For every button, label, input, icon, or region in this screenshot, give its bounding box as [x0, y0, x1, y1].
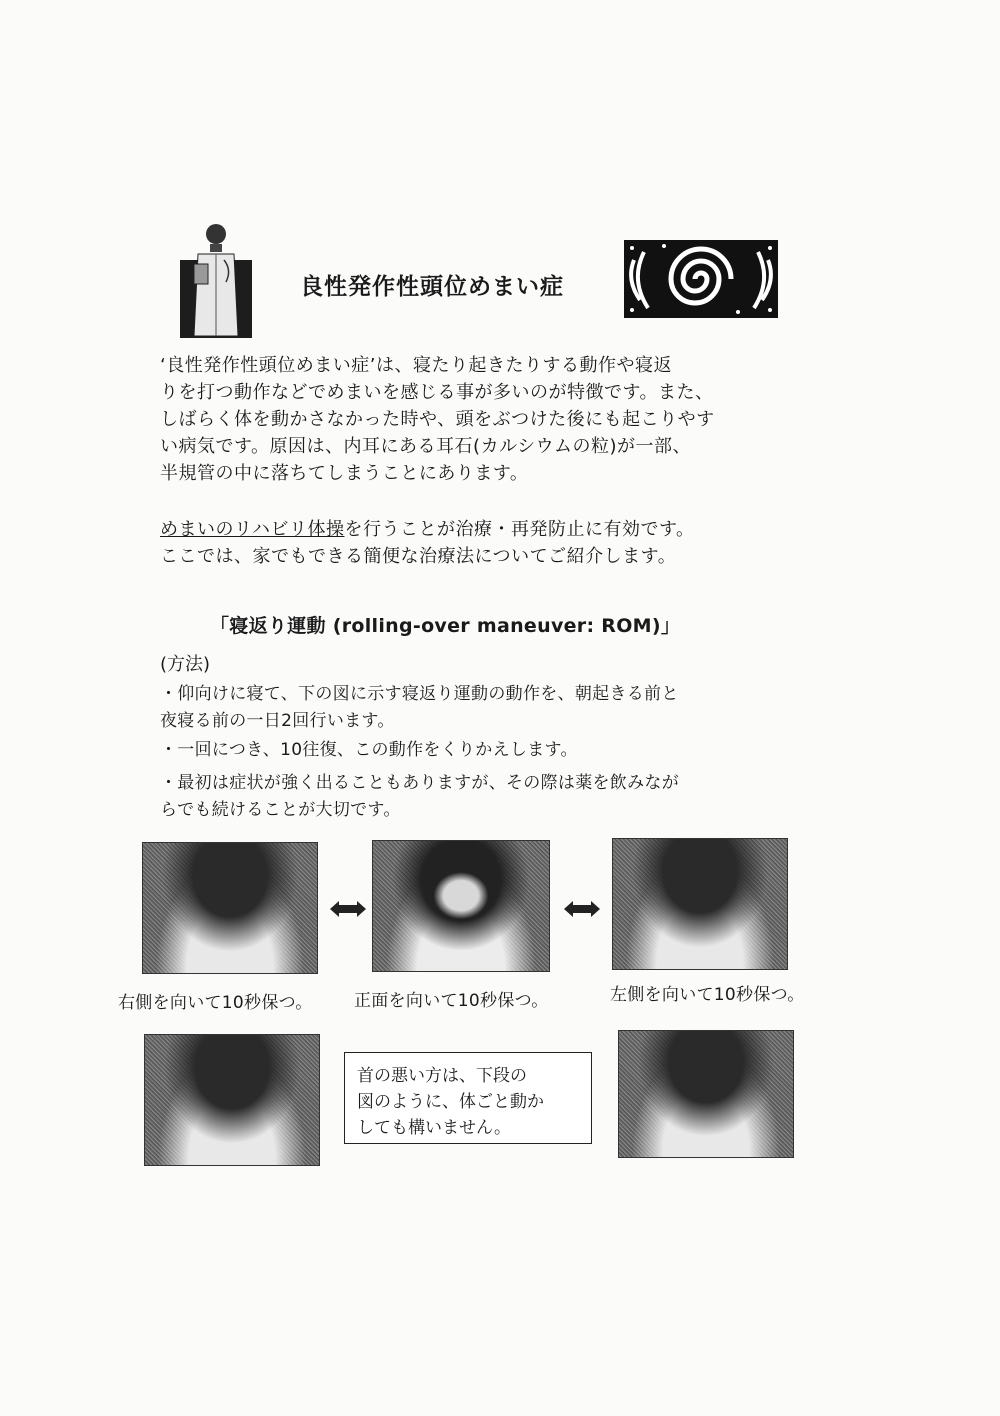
treatment-paragraph [160, 516, 780, 570]
photo-head-right [142, 842, 318, 974]
rehab-exercise-term: めまいのリハビリ体操 [160, 519, 345, 540]
intro-line: 半規管の中に落ちてしまうことにあります。 [160, 463, 529, 484]
bullet-line: 夜寝る前の一日2回行います。 [160, 711, 395, 731]
treatment-line: ここでは、家でもできる簡便な治療法についてご紹介します。 [160, 546, 677, 567]
bullet-line: ・最初は症状が強く出ることもありますが、その際は薬を飲みなが [160, 773, 679, 793]
bullet-item [160, 681, 800, 735]
page-title: 良性発作性頭位めまい症 [300, 274, 564, 300]
note-line: 首の悪い方は、下段の [357, 1066, 527, 1086]
caption-right: 右側を向いて10秒保つ。 [118, 993, 313, 1013]
treatment-line-rest: を行うことが治療・再発防止に有効です。 [344, 519, 695, 540]
intro-line: ‘良性発作性頭位めまい症’は、寝たり起きたりする動作や寝返 [160, 355, 672, 376]
doctor-illustration [180, 220, 252, 338]
note-box [344, 1052, 592, 1144]
note-line: しても構いません。 [357, 1118, 512, 1138]
intro-line: りを打つ動作などでめまいを感じる事が多いのが特徴です。また、 [160, 382, 714, 403]
method-label: (方法) [160, 654, 211, 675]
intro-paragraph [160, 352, 760, 487]
caption-left: 左側を向いて10秒保つ。 [610, 985, 805, 1005]
photo-head-left [612, 838, 788, 970]
photo-head-front [372, 840, 550, 972]
rom-title: 「寝返り運動 (rolling-over maneuver: ROM)」 [210, 615, 681, 637]
bullet-line: らでも続けることが大切です。 [160, 800, 401, 820]
bullet-item [160, 770, 800, 824]
double-arrow-icon [564, 900, 600, 918]
photo-body-right [144, 1034, 320, 1166]
intro-line: い病気です。原因は、内耳にある耳石(カルシウムの粒)が一部、 [160, 436, 691, 457]
caption-front: 正面を向いて10秒保つ。 [354, 991, 549, 1011]
double-arrow-icon [330, 900, 366, 918]
intro-line: しばらく体を動かさなかった時や、頭をぶつけた後にも起こりやす [160, 409, 715, 430]
doctor-icon [180, 220, 252, 338]
spiral-icon [624, 240, 778, 318]
treatment-line [160, 516, 780, 543]
bullet-line: ・仰向けに寝て、下の図に示す寝返り運動の動作を、朝起きる前と [160, 684, 679, 704]
spiral-illustration [624, 240, 778, 318]
note-line: 図のように、体ごと動か [357, 1092, 544, 1112]
photo-body-left [618, 1030, 794, 1158]
bullet-item: ・一回につき、10往復、この動作をくりかえします。 [160, 740, 578, 760]
